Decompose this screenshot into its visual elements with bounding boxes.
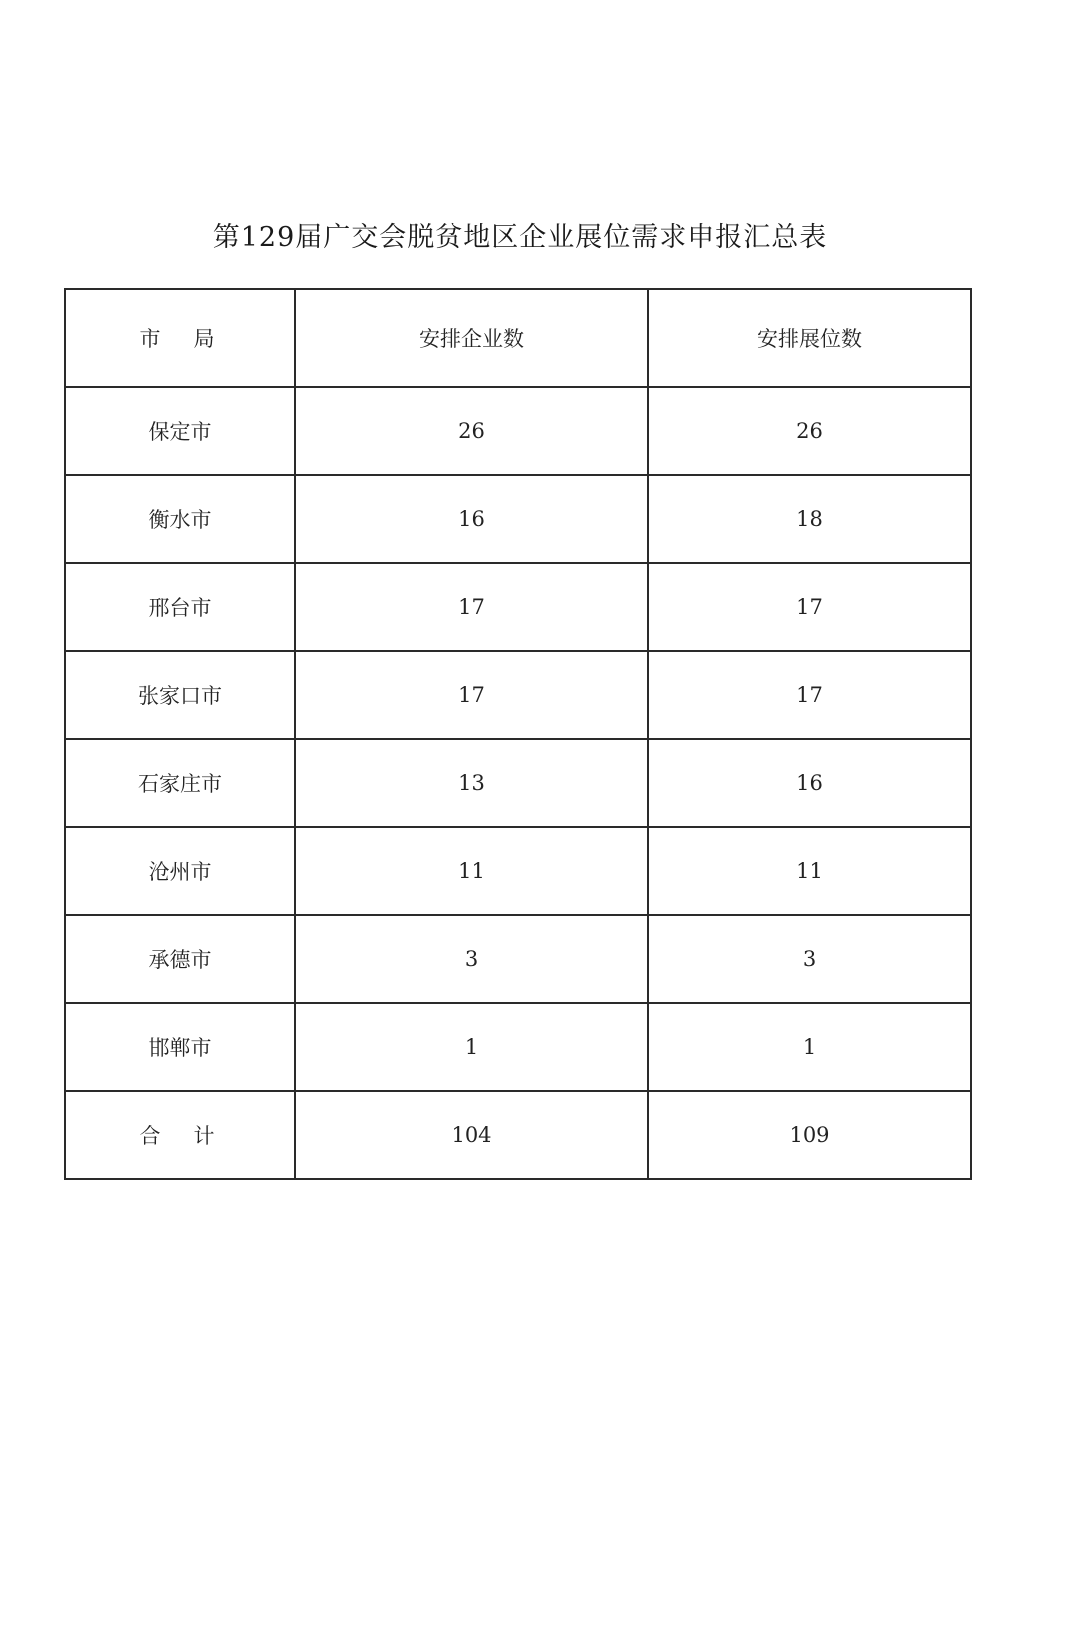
city-cell: 承德市: [65, 915, 295, 1003]
enterprises-cell: 17: [295, 563, 648, 651]
city-cell: 邢台市: [65, 563, 295, 651]
city-cell: 邯郸市: [65, 1003, 295, 1091]
booths-cell: 16: [648, 739, 971, 827]
total-enterprises: 104: [295, 1091, 648, 1179]
enterprises-cell: 26: [295, 387, 648, 475]
table-row: [65, 563, 971, 651]
summary-table: [64, 288, 972, 1180]
table-row: [65, 915, 971, 1003]
table-row: [65, 651, 971, 739]
total-booths: 109: [648, 1091, 971, 1179]
table-row: [65, 739, 971, 827]
column-header-booths: 安排展位数: [648, 289, 971, 387]
city-cell: 保定市: [65, 387, 295, 475]
enterprises-cell: 13: [295, 739, 648, 827]
column-header-enterprises: 安排企业数: [295, 289, 648, 387]
booths-cell: 17: [648, 563, 971, 651]
booths-cell: 18: [648, 475, 971, 563]
booths-cell: 11: [648, 827, 971, 915]
city-cell: 沧州市: [65, 827, 295, 915]
total-row: [65, 1091, 971, 1179]
enterprises-cell: 3: [295, 915, 648, 1003]
booths-cell: 1: [648, 1003, 971, 1091]
booths-cell: 17: [648, 651, 971, 739]
booths-cell: 3: [648, 915, 971, 1003]
column-header-city: 市 局: [65, 289, 295, 387]
enterprises-cell: 17: [295, 651, 648, 739]
header-row: [65, 289, 971, 387]
document-title: 第129届广交会脱贫地区企业展位需求申报汇总表: [212, 222, 828, 253]
city-cell: 衡水市: [65, 475, 295, 563]
table-row: [65, 827, 971, 915]
booths-cell: 26: [648, 387, 971, 475]
enterprises-cell: 16: [295, 475, 648, 563]
table-row: [65, 387, 971, 475]
table-row: [65, 1003, 971, 1091]
enterprises-cell: 1: [295, 1003, 648, 1091]
table-row: [65, 475, 971, 563]
total-label: 合 计: [65, 1091, 295, 1179]
enterprises-cell: 11: [295, 827, 648, 915]
city-cell: 石家庄市: [65, 739, 295, 827]
city-cell: 张家口市: [65, 651, 295, 739]
